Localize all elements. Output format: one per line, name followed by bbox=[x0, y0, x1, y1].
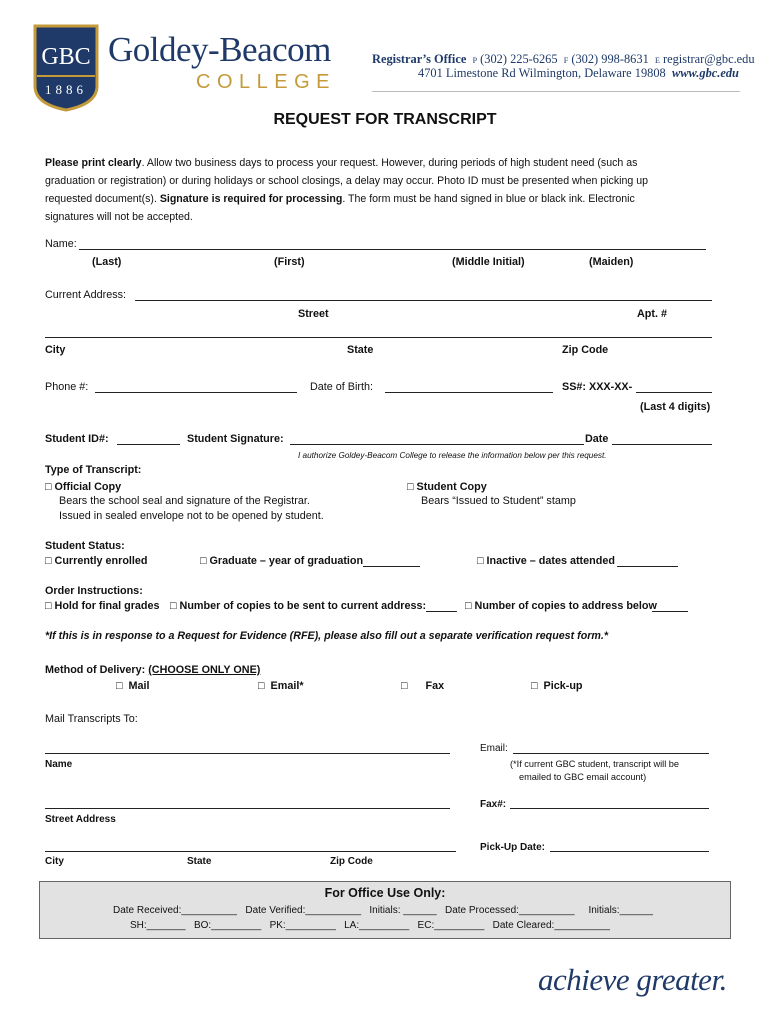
bo-label: BO: bbox=[193, 920, 212, 931]
delivery-mail-checkbox[interactable]: □ bbox=[116, 680, 123, 692]
official-copy-desc-1: Bears the school seal and signature of the Registrar. bbox=[59, 495, 310, 507]
college-wordmark: COLLEGE bbox=[196, 71, 336, 93]
la-label: LA: bbox=[344, 920, 360, 931]
dob-field[interactable] bbox=[385, 392, 553, 393]
delivery-mail-option[interactable] bbox=[116, 680, 150, 692]
sh-label: SH: bbox=[130, 920, 147, 931]
currently-enrolled-label: Currently enrolled bbox=[54, 555, 148, 567]
dates-attended-field[interactable] bbox=[617, 566, 678, 567]
official-copy-desc-2: Issued in sealed envelope not to be opened by student. bbox=[59, 510, 324, 522]
intro-line-4: signatures will not be accepted. bbox=[45, 211, 193, 223]
delivery-method-heading bbox=[45, 664, 260, 676]
intro-line-2: graduation or registration) or during holidays or school closings, a delay may occur. Photo ID must be presented when picking up bbox=[45, 175, 648, 187]
inactive-checkbox[interactable]: □ bbox=[477, 555, 484, 567]
fax-number: (302) 998-8631 bbox=[571, 52, 649, 66]
delivery-pickup-checkbox[interactable]: □ bbox=[531, 680, 538, 692]
phone-number: (302) 225-6265 bbox=[480, 52, 558, 66]
dob-label: Date of Birth: bbox=[310, 381, 374, 393]
first-name-label: (First) bbox=[274, 256, 305, 268]
office-use-row-1 bbox=[113, 905, 653, 916]
initials-2-field[interactable]: ______ bbox=[619, 905, 653, 916]
phone-prefix: P bbox=[472, 56, 478, 65]
city-label: City bbox=[45, 344, 66, 356]
last-4-digits-label: (Last 4 digits) bbox=[640, 401, 711, 413]
student-signature-label: Student Signature: bbox=[187, 433, 284, 445]
office-use-row-2 bbox=[130, 920, 610, 931]
mail-to-heading: Mail Transcripts To: bbox=[45, 713, 138, 725]
inactive-option[interactable] bbox=[477, 555, 615, 567]
logo-letters: GBC bbox=[41, 44, 91, 70]
delivery-fax-option[interactable] bbox=[401, 680, 444, 692]
transcript-type-heading: Type of Transcript: bbox=[45, 464, 142, 476]
date-processed-label: Date Processed: bbox=[444, 905, 519, 916]
student-copy-desc: Bears “Issued to Student” stamp bbox=[421, 495, 576, 507]
email-label: Email: bbox=[480, 743, 508, 754]
intro-line-3a: requested document(s). bbox=[45, 193, 160, 205]
pk-label: PK: bbox=[269, 920, 286, 931]
authorization-statement: I authorize Goldey-Beacom College to release the information below per this request. bbox=[298, 451, 607, 460]
date-cleared-field[interactable]: __________ bbox=[554, 920, 610, 931]
copies-current-address-field[interactable] bbox=[426, 611, 457, 612]
header-divider bbox=[372, 91, 740, 92]
delivery-email-label: Email* bbox=[270, 680, 304, 692]
student-signature-field[interactable] bbox=[290, 444, 584, 445]
delivery-method-label: Method of Delivery: bbox=[45, 664, 149, 676]
pickup-date-field[interactable] bbox=[550, 851, 709, 852]
date-received-label: Date Received: bbox=[113, 905, 182, 916]
bo-field[interactable]: _________ bbox=[211, 920, 262, 931]
choose-only-one-label: (CHOOSE ONLY ONE) bbox=[148, 664, 261, 676]
zip-label: Zip Code bbox=[562, 344, 609, 356]
currently-enrolled-option[interactable] bbox=[45, 555, 148, 567]
ss-last4-field[interactable] bbox=[636, 392, 712, 393]
registrar-contact-line bbox=[372, 52, 755, 67]
maiden-name-label: (Maiden) bbox=[589, 256, 634, 268]
college-name: Goldey-Beacom bbox=[108, 30, 331, 69]
hold-final-grades-checkbox[interactable]: □ bbox=[45, 600, 52, 612]
student-id-field[interactable] bbox=[117, 444, 180, 445]
student-copy-label: Student Copy bbox=[416, 481, 487, 493]
copies-address-below-checkbox[interactable]: □ bbox=[465, 600, 472, 612]
student-copy-option[interactable] bbox=[407, 481, 487, 493]
date-cleared-label: Date Cleared: bbox=[492, 920, 555, 931]
ss-label: SS#: XXX-XX- bbox=[562, 381, 633, 393]
currently-enrolled-checkbox[interactable]: □ bbox=[45, 555, 52, 567]
apt-label: Apt. # bbox=[637, 308, 667, 320]
official-copy-label: Official Copy bbox=[54, 481, 122, 493]
instructions-paragraph bbox=[45, 154, 715, 226]
email-note-2: emailed to GBC email account) bbox=[519, 772, 647, 782]
mail-city-state-zip-field[interactable] bbox=[45, 851, 456, 852]
last-name-label: (Last) bbox=[92, 256, 122, 268]
college-address: 4701 Limestone Rd Wilmington, Delaware 19808 bbox=[418, 66, 666, 80]
street-address-label: Street Address bbox=[45, 814, 116, 825]
delivery-email-checkbox[interactable]: □ bbox=[258, 680, 265, 692]
student-status-heading: Student Status: bbox=[45, 540, 125, 552]
mail-name-field[interactable] bbox=[45, 753, 450, 754]
delivery-pickup-label: Pick-up bbox=[543, 680, 583, 692]
copies-current-address-option[interactable] bbox=[170, 600, 426, 612]
official-copy-checkbox[interactable]: □ bbox=[45, 481, 52, 493]
graduate-option[interactable] bbox=[200, 555, 363, 567]
order-instructions-heading: Order Instructions: bbox=[45, 585, 143, 597]
copies-address-below-field[interactable] bbox=[652, 611, 688, 612]
copies-address-below-option[interactable] bbox=[465, 600, 657, 612]
graduate-checkbox[interactable]: □ bbox=[200, 555, 207, 567]
email-prefix: E bbox=[654, 56, 660, 65]
date-processed-field[interactable]: __________ bbox=[518, 905, 575, 916]
copies-current-address-label: Number of copies to be sent to current address: bbox=[179, 600, 427, 612]
ec-label: EC: bbox=[417, 920, 435, 931]
mail-zip-label: Zip Code bbox=[330, 856, 373, 867]
fax-prefix: F bbox=[563, 56, 569, 65]
date-label: Date bbox=[585, 433, 609, 445]
inactive-label: Inactive – dates attended bbox=[486, 555, 615, 567]
intro-line-1: . Allow two business days to process your request. However, during periods of high student need (such as bbox=[141, 157, 638, 169]
print-clearly-text: Please print clearly bbox=[45, 157, 142, 169]
mail-city-label: City bbox=[45, 856, 64, 867]
college-address-line bbox=[372, 66, 739, 81]
office-use-title: For Office Use Only: bbox=[324, 886, 446, 900]
fax-number-label: Fax#: bbox=[480, 799, 507, 810]
delivery-mail-label: Mail bbox=[128, 680, 150, 692]
initials-2-label: Initials: bbox=[588, 905, 620, 916]
name-field[interactable] bbox=[79, 249, 706, 250]
date-verified-label: Date Verified: bbox=[245, 905, 306, 916]
signature-date-field[interactable] bbox=[612, 444, 712, 445]
date-verified-field[interactable]: __________ bbox=[305, 905, 362, 916]
sh-field[interactable]: _______ bbox=[146, 920, 186, 931]
hold-final-grades-option[interactable] bbox=[45, 600, 160, 612]
delivery-pickup-option[interactable] bbox=[531, 680, 583, 692]
intro-line-3b: . The form must be hand signed in blue or black ink. Electronic bbox=[342, 193, 635, 205]
fax-number-field[interactable] bbox=[510, 808, 709, 809]
mail-street-field[interactable] bbox=[45, 808, 450, 809]
email-note-1: (*If current GBC student, transcript will be bbox=[510, 759, 680, 769]
la-field[interactable]: _________ bbox=[359, 920, 410, 931]
logo-year: 1886 bbox=[45, 82, 87, 97]
student-copy-checkbox[interactable]: □ bbox=[407, 481, 414, 493]
pickup-date-label: Pick-Up Date: bbox=[480, 842, 546, 853]
state-label: State bbox=[347, 344, 374, 356]
name-label: Name: bbox=[45, 238, 77, 250]
city-state-zip-field[interactable] bbox=[45, 337, 712, 338]
rfe-note: *If this is in response to a Request for Evidence (RFE), please also fill out a separate verification request form.* bbox=[45, 630, 609, 642]
registrar-email[interactable]: registrar@gbc.edu bbox=[662, 52, 755, 66]
college-website[interactable]: www.gbc.edu bbox=[671, 66, 739, 80]
student-id-label: Student ID#: bbox=[45, 433, 109, 445]
copies-address-below-label: Number of copies to address below bbox=[474, 600, 657, 612]
delivery-fax-checkbox[interactable]: □ bbox=[401, 680, 408, 692]
signature-required-text: Signature is required for processing bbox=[159, 193, 343, 205]
mail-name-label: Name bbox=[45, 759, 73, 770]
form-title: REQUEST FOR TRANSCRIPT bbox=[273, 111, 497, 128]
initials-1-field[interactable]: ______ bbox=[403, 905, 437, 916]
street-field[interactable] bbox=[135, 300, 712, 301]
college-tagline: achieve greater. bbox=[538, 962, 727, 997]
phone-field[interactable] bbox=[95, 392, 297, 393]
email-field[interactable] bbox=[513, 753, 709, 754]
initials-1-label: Initials: bbox=[369, 905, 401, 916]
graduation-year-field[interactable] bbox=[363, 566, 420, 567]
street-label: Street bbox=[298, 308, 329, 320]
pk-field[interactable]: _________ bbox=[285, 920, 336, 931]
delivery-email-option[interactable] bbox=[258, 680, 304, 692]
college-seal-logo bbox=[33, 24, 99, 112]
phone-label: Phone #: bbox=[45, 381, 89, 393]
date-received-field[interactable]: __________ bbox=[181, 905, 237, 916]
graduate-label: Graduate – year of graduation bbox=[209, 555, 364, 567]
current-address-label: Current Address: bbox=[45, 289, 127, 301]
middle-initial-label: (Middle Initial) bbox=[452, 256, 525, 268]
copies-current-address-checkbox[interactable]: □ bbox=[170, 600, 177, 612]
official-copy-option[interactable] bbox=[45, 481, 121, 493]
ec-field[interactable]: _________ bbox=[434, 920, 485, 931]
office-label: Registrar’s Office bbox=[372, 52, 467, 66]
delivery-fax-label: Fax bbox=[425, 680, 445, 692]
hold-final-grades-label: Hold for final grades bbox=[54, 600, 160, 612]
mail-state-label: State bbox=[187, 856, 212, 867]
